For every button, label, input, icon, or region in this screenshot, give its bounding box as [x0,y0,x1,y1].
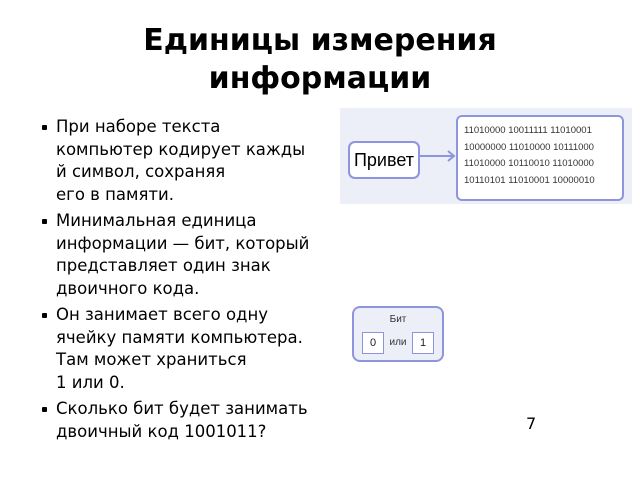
bullet-line: компьютер кодирует кажды [56,139,306,159]
bullet-line: информации — бит, который [56,233,310,253]
bullet-icon [42,125,47,130]
bullet-icon [42,313,47,318]
bullet-icon [42,219,47,224]
bullet-line: Он занимает всего одну [56,305,268,324]
bullet-line: Там может храниться [56,350,247,369]
bullet-line: двоичный код 1001011? [56,421,267,441]
bullet-item [40,116,350,206]
title-line-1: Единицы измерения [143,23,497,58]
binary-line: 11010000 10011111 11010001 [464,125,592,136]
bullet-line: двоичного кода. [56,278,200,298]
bullet-list [40,116,350,447]
bullet-line: й символ, сохраняя [56,162,226,181]
word-box: Привет [348,141,420,179]
binary-line: 10110101 11010001 10000010 [464,174,595,186]
bullet-line: При наборе текста [56,117,221,136]
bullet-icon [42,407,47,412]
bullet-line: Сколько бит будет занимать [56,399,308,418]
bullet-line: 1 или 0. [56,372,125,392]
bullet-item [40,210,350,300]
bullet-line: его в памяти. [56,184,174,204]
encoding-figure [340,108,632,204]
slide-title [0,22,640,98]
binary-code-box [456,115,624,201]
title-line-2: информации [208,61,432,96]
bullet-line: представляет один знак [56,256,271,275]
bullet-line: Минимальная единица [56,211,257,230]
page-number: 7 [526,414,537,433]
bit-cell-one: 1 [412,332,434,354]
bullet-item [40,398,350,443]
bit-figure [352,306,444,362]
bit-label: Бит [389,314,407,325]
arrow-right-icon [420,150,456,162]
bullet-item [40,304,350,394]
bullet-line: ячейку памяти компьютера. [56,327,303,347]
bit-cell-zero: 0 [362,332,384,354]
or-label: или [389,337,407,348]
binary-line: 11010000 10110010 11010000 [464,158,594,169]
binary-line: 10000000 11010000 10111000 [464,141,594,153]
